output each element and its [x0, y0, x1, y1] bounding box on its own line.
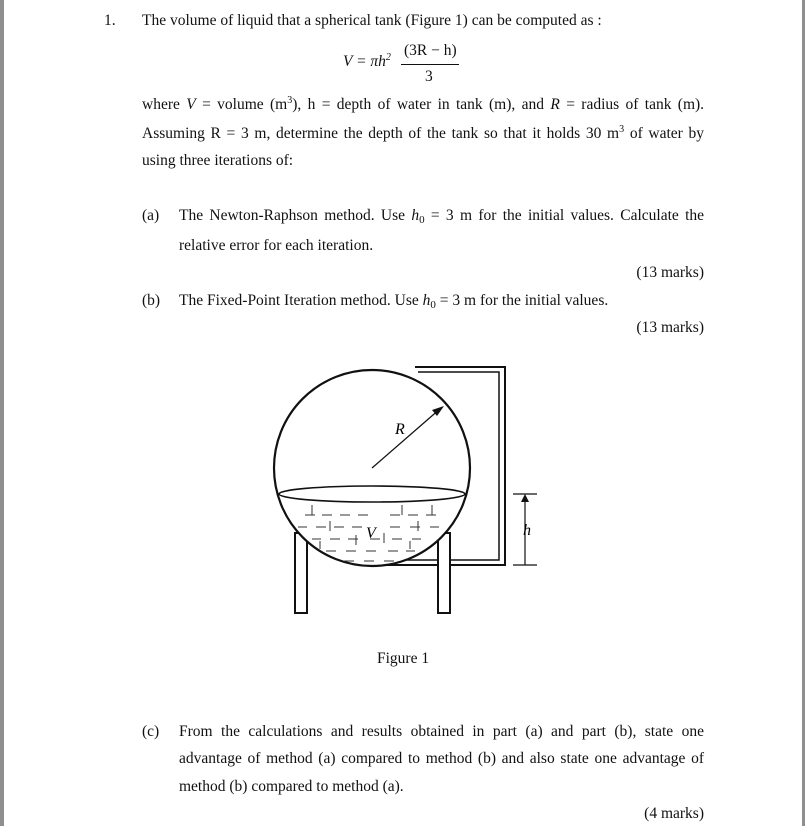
label-R: R: [395, 421, 405, 438]
part-a-label: (a): [142, 207, 160, 224]
left-leg: [295, 533, 307, 613]
using-line: using three iterations of:: [142, 152, 294, 169]
part-c-marks: (4 marks): [644, 805, 704, 822]
volume-formula: [343, 42, 473, 88]
figure-spherical-tank: [260, 355, 560, 630]
part-b-line1: The Fixed-Point Iteration method. Use $h_0 = 3$ m for the initial values.: [179, 292, 609, 311]
where-line: where V = volume $(m^3)$, h = depth of water in tank (m), and R = radius of tank (m).: [142, 95, 705, 113]
question-number: 1.: [104, 12, 116, 29]
assume-line: Assuming R = 3 m, determine the depth of the tank so that it holds 30 $m^3$ of water by: [142, 124, 704, 142]
page-left-border: [0, 0, 4, 826]
label-V: V: [366, 525, 376, 542]
formula-numerator: (3R − h): [404, 42, 457, 59]
part-a-line1: The Newton-Raphson method. Use $h_0 = 3$ m for the initial values. Calculate the: [179, 207, 705, 226]
part-c-line3: method (b) compared to method (a).: [179, 778, 404, 795]
part-c-line1: From the calculations and results obtained in part (a) and part (b), state one: [179, 723, 704, 740]
fraction-bar: [401, 64, 459, 65]
part-b-label: (b): [142, 292, 161, 309]
part-a-marks: (13 marks): [636, 264, 704, 281]
water-surface: [279, 486, 465, 502]
part-c-line2: advantage of method (a) compared to method (b) and also state one advantage of: [179, 750, 704, 767]
part-c-label: (c): [142, 723, 160, 740]
question-intro: The volume of liquid that a spherical tank (Figure 1) can be computed as :: [142, 12, 602, 29]
right-leg: [438, 533, 450, 613]
part-b-marks: (13 marks): [636, 319, 704, 336]
formula-lhs: $V = \pi h^2$: [343, 52, 391, 70]
formula-denominator: 3: [425, 68, 433, 85]
part-a-line2: relative error for each iteration.: [179, 237, 374, 254]
label-h: h: [523, 522, 531, 539]
depth-arrowhead: [521, 494, 529, 502]
figure-caption: Figure 1: [377, 650, 430, 667]
